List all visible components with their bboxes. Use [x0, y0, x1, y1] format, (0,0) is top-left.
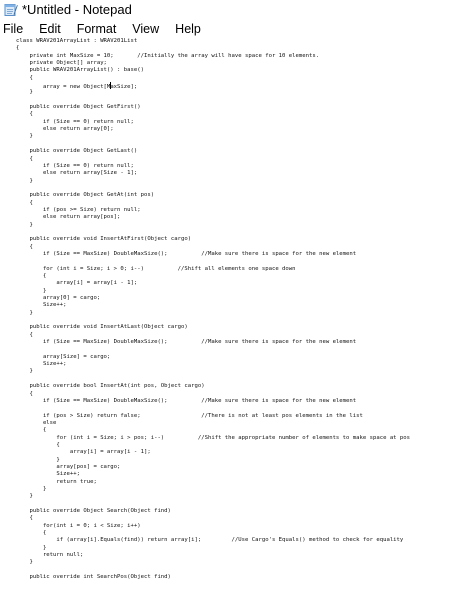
- editor-line[interactable]: else return array[pos];: [16, 214, 121, 221]
- editor-line[interactable]: }: [16, 287, 47, 294]
- text-caret: [110, 82, 111, 89]
- editor-line[interactable]: Size++;: [16, 361, 67, 368]
- editor-line[interactable]: {: [16, 530, 47, 537]
- editor-line[interactable]: if (Size == MaxSize) DoubleMaxSize(); //Make sure there is space for the new element: [16, 397, 357, 404]
- window-title: *Untitled - Notepad: [22, 2, 132, 17]
- editor-line[interactable]: [16, 376, 410, 383]
- editor-line[interactable]: {: [16, 45, 20, 52]
- editor-line[interactable]: }: [16, 493, 33, 500]
- editor-line[interactable]: array[pos] = cargo;: [16, 463, 121, 470]
- editor-line[interactable]: Size++;: [16, 471, 80, 478]
- editor-line[interactable]: return true;: [16, 478, 97, 485]
- menu-format[interactable]: Format: [76, 22, 117, 36]
- editor-line[interactable]: else return array[0];: [16, 126, 114, 133]
- editor-line[interactable]: }: [16, 221, 33, 228]
- editor-line[interactable]: [16, 501, 410, 508]
- editor-line[interactable]: if (pos > Size) return false; //There is not at least pos elements in the list: [16, 412, 363, 419]
- menu-file[interactable]: File: [3, 22, 24, 36]
- editor-line[interactable]: Size++;: [16, 302, 67, 309]
- editor-line[interactable]: public override Object GetLast(): [16, 148, 138, 155]
- editor-line[interactable]: if (Size == MaxSize) DoubleMaxSize(); //Make sure there is space for the new element: [16, 250, 357, 257]
- editor-line[interactable]: {: [16, 441, 60, 448]
- editor-line[interactable]: [16, 229, 410, 236]
- editor-line[interactable]: [16, 346, 410, 353]
- editor-line[interactable]: }: [16, 133, 33, 140]
- editor-line[interactable]: if (pos >= Size) return null;: [16, 206, 141, 213]
- editor-line[interactable]: public override void InsertAtLast(Object cargo): [16, 324, 188, 331]
- menu-view[interactable]: View: [132, 22, 160, 36]
- editor-line[interactable]: {: [16, 273, 47, 279]
- editor-line[interactable]: if (array[i].Equals(find)) return array[i]; //Use Cargo's Equals() method to check for equality: [16, 537, 404, 544]
- editor-line[interactable]: public override Object Search(Object find): [16, 508, 171, 514]
- editor-line[interactable]: public override void InsertAtFirst(Object cargo): [16, 236, 192, 243]
- editor-line[interactable]: }: [16, 485, 47, 492]
- editor-line[interactable]: public override int SearchPos(Object find): [16, 574, 171, 581]
- editor-line[interactable]: if (Size == MaxSize) DoubleMaxSize(); //Make sure there is space for the new element: [16, 339, 357, 346]
- editor-line[interactable]: if (Size == 0) return null;: [16, 118, 134, 125]
- editor-line[interactable]: for (int i = Size; i > 0; i--) //Shift all elements one space down: [16, 265, 296, 272]
- notepad-icon: [4, 3, 18, 16]
- editor-line[interactable]: private int MaxSize = 10; //Initially the array will have space for 10 elements.: [16, 52, 320, 59]
- editor-line[interactable]: public override bool InsertAt(int pos, Object cargo): [16, 383, 205, 390]
- editor-line[interactable]: [16, 141, 410, 148]
- editor-line[interactable]: {: [16, 155, 33, 162]
- menu-edit[interactable]: Edit: [39, 22, 61, 36]
- editor-line[interactable]: [16, 317, 410, 324]
- editor-line[interactable]: }: [16, 89, 33, 96]
- editor-line[interactable]: else: [16, 419, 57, 426]
- text-editor[interactable]: [0, 38, 474, 611]
- editor-line[interactable]: public WRAV201ArrayList() : base(): [16, 67, 144, 74]
- menu-help[interactable]: Help: [175, 22, 201, 36]
- editor-line[interactable]: [16, 258, 410, 265]
- editor-line[interactable]: {: [16, 111, 33, 118]
- editor-line[interactable]: {: [16, 427, 47, 434]
- editor-line[interactable]: {: [16, 199, 33, 206]
- editor-line[interactable]: else return array[Size - 1];: [16, 170, 138, 177]
- editor-line[interactable]: array[i] = array[i - 1];: [16, 280, 138, 287]
- editor-line[interactable]: if (Size == 0) return null;: [16, 162, 134, 169]
- editor-line[interactable]: public override Object GetAt(int pos): [16, 192, 155, 199]
- editor-line[interactable]: array[i] = array[i - 1];: [16, 449, 151, 456]
- editor-line[interactable]: array[0] = cargo;: [16, 295, 101, 302]
- editor-line[interactable]: {: [16, 243, 33, 250]
- editor-line[interactable]: }: [16, 456, 60, 463]
- editor-line[interactable]: [16, 405, 410, 412]
- editor-line[interactable]: array = new Object[MaxSize];: [16, 84, 138, 91]
- editor-line[interactable]: [16, 567, 410, 574]
- editor-line[interactable]: {: [16, 331, 33, 338]
- editor-line[interactable]: {: [16, 74, 33, 81]
- editor-line[interactable]: private Object[] array;: [16, 60, 107, 67]
- editor-line[interactable]: [16, 185, 410, 192]
- editor-line[interactable]: }: [16, 177, 33, 184]
- editor-line[interactable]: {: [16, 390, 33, 397]
- editor-line[interactable]: }: [16, 309, 33, 316]
- menu-bar: [0, 21, 474, 37]
- title-bar: [0, 0, 474, 20]
- editor-content[interactable]: [16, 38, 410, 581]
- editor-line[interactable]: }: [16, 544, 47, 551]
- editor-line[interactable]: for (int i = Size; i > pos; i--) //Shift the appropriate number of elements to make space at pos: [16, 434, 411, 441]
- editor-line[interactable]: for(int i = 0; i < Size; i++): [16, 522, 141, 529]
- editor-line[interactable]: class WRAV201ArrayList : WRAV201List: [16, 38, 138, 44]
- editor-line[interactable]: }: [16, 368, 33, 375]
- editor-line[interactable]: {: [16, 515, 33, 522]
- editor-line[interactable]: return null;: [16, 552, 84, 559]
- editor-line[interactable]: [16, 97, 410, 104]
- editor-line[interactable]: }: [16, 559, 33, 566]
- editor-line[interactable]: array[Size] = cargo;: [16, 353, 111, 360]
- editor-line[interactable]: public override Object GetFirst(): [16, 104, 141, 111]
